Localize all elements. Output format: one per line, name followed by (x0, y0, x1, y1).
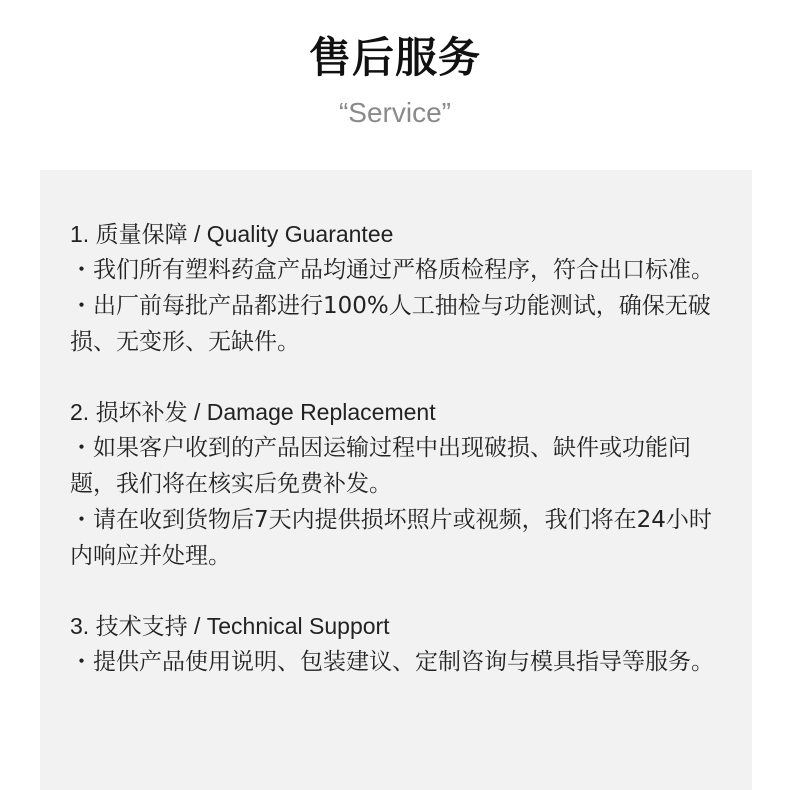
list-item: ・请在收到货物后7天内提供损坏照片或视频，我们将在24小时内响应并处理。 (70, 507, 712, 569)
section-technical-support (70, 608, 722, 680)
section-heading: 2. 损坏补发 / Damage Replacement (70, 399, 436, 425)
list-item: ・如果客户收到的产品因运输过程中出现破损、缺件或功能问题，我们将在核实后免费补发。 (70, 435, 691, 497)
page-title: 售后服务 (308, 33, 481, 82)
list-item: ・提供产品使用说明、包装建议、定制咨询与模具指导等服务。 (70, 649, 714, 675)
section-heading: 3. 技术支持 / Technical Support (70, 613, 390, 639)
section-heading: 1. 质量保障 / Quality Guarantee (70, 221, 394, 247)
section-quality-guarantee (70, 216, 722, 360)
list-item: ・出厂前每批产品都进行100%人工抽检与功能测试，确保无破损、无变形、无缺件。 (70, 293, 711, 355)
service-panel (40, 170, 752, 790)
page-subtitle: “Service” (338, 97, 451, 128)
list-item: ・我们所有塑料药盒产品均通过严格质检程序，符合出口标准。 (70, 257, 714, 283)
section-damage-replacement (70, 394, 722, 574)
